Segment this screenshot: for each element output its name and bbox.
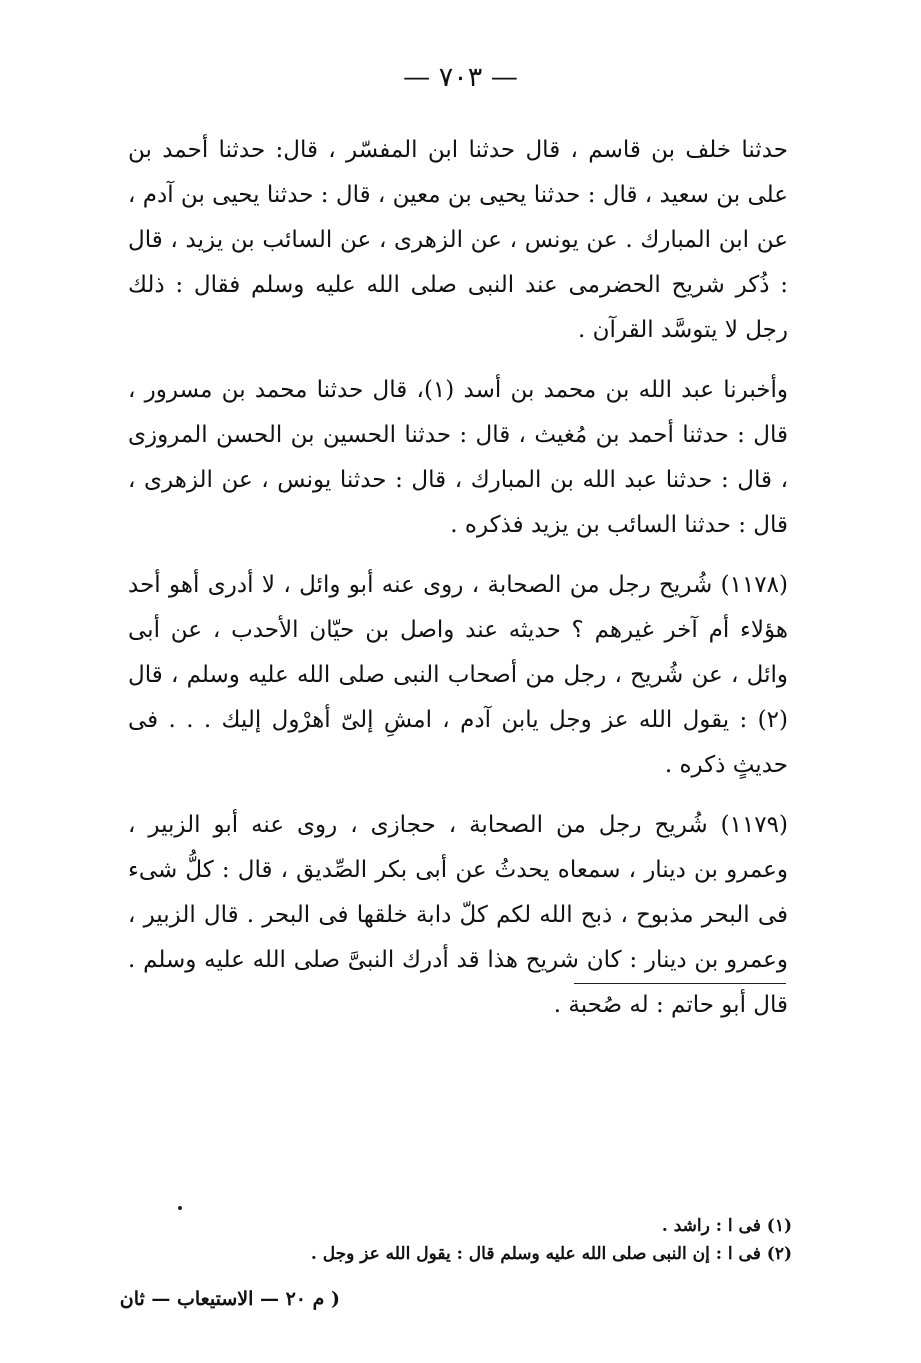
main-text xyxy=(128,128,788,1028)
paragraph-entry-1178: (١١٧٨) شُريح رجل من الصحابة ، روى عنه أبو وائل ، لا أدرى أهو أحد هؤلاء أم آخر غيرهم ؟ حديثه عند واصل بن حيّان الأحدب ، عن أبى وائل ، عن شُريح ، رجل من أصحاب النبى صلى الله عليه وسلم ، قال (٢) : يقول الله عز وجل يابن آدم ، امشِ إلىّ أهرْول إليك . . . فى حديثٍ ذكره . xyxy=(128,572,788,778)
print-speck xyxy=(178,1206,182,1210)
page-number: — ٧٠٣ — xyxy=(403,62,518,93)
footnotes xyxy=(260,1212,792,1268)
paragraph-hadith-chain-2: وأخبرنا عبد الله بن محمد بن أسد (١)، قال حدثنا محمد بن مسرور ، قال : حدثنا أحمد بن مُغيث ، قال : حدثنا الحسين بن الحسن المروزى ، قال : حدثنا عبد الله بن المبارك ، قال : حدثنا يونس ، عن الزهرى ، قال : حدثنا السائب بن يزيد فذكره . xyxy=(128,377,788,538)
paragraph-hadith-chain-1: حدثنا خلف بن قاسم ، قال حدثنا ابن المفسّر ، قال: حدثنا أحمد بن على بن سعيد ، قال : حدثنا يحيى بن معين ، قال : حدثنا يحيى بن آدم ، عن ابن المبارك . عن يونس ، عن الزهرى ، عن السائب بن يزيد ، قال : ذُكر شريح الحضرمى عند النبى صلى الله عليه وسلم فقال : ذلك رجل لا يتوسَّد القرآن . xyxy=(128,137,788,343)
footnote-2: (٢) فى ا : إن النبى صلى الله عليه وسلم قال : يقول الله عز وجل . xyxy=(310,1244,792,1264)
footnote-1: (١) فى ا : راشد . xyxy=(661,1216,792,1236)
paragraph-entry-1179: (١١٧٩) شُريح رجل من الصحابة ، حجازى ، روى عنه أبو الزبير ، وعمرو بن دينار ، سمعاه يحدثُ عن أبى بكر الصِّديق ، قال : كلُّ شىء فى البحر مذبوح ، ذبح الله لكم كلّ دابة خلقها فى البحر . قال الزبير ، وعمرو بن دينار : كان شريح هذا قد أدرك النبىَّ صلى الله عليه وسلم . قال أبو حاتم : له صُحبة . xyxy=(128,812,788,1018)
printer-signature: ( م ٢٠ — الاستيعاب — ثان xyxy=(119,1288,340,1310)
footnote-separator xyxy=(574,983,786,984)
